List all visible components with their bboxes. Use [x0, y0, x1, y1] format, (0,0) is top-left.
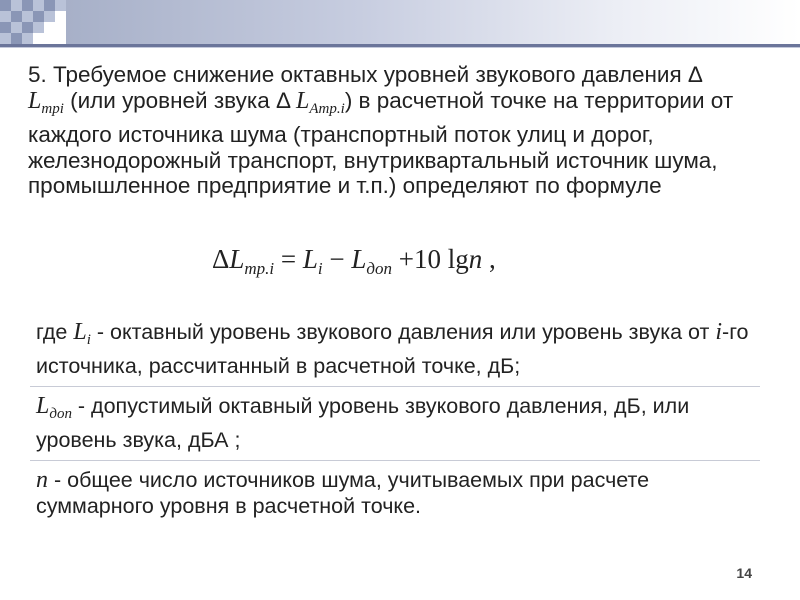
def2-text: - допустимый октавный уровень звукового давления, дБ, или уровень звука, дБА ; [36, 394, 690, 452]
main-formula [212, 244, 496, 279]
def1-text-rest: -го источника, рассчитанный в расчетной точке, дБ; [36, 320, 749, 378]
decorative-checker-pattern [0, 0, 66, 44]
def3-symbol: n [36, 467, 48, 493]
formula-L: L [229, 244, 245, 274]
symbol-L-2: L [296, 87, 310, 114]
formula-plus-log: +10 lg [392, 244, 469, 274]
def1-prefix: где [36, 320, 74, 344]
formula-comma: , [482, 244, 496, 274]
page-number: 14 [736, 565, 752, 581]
formula-delta: Δ [212, 244, 230, 274]
formula-equals: = [274, 244, 303, 274]
definition-separator [30, 460, 760, 461]
formula-minus: − [322, 244, 352, 274]
def1-symbol: L [73, 319, 87, 345]
header-gradient-bar [66, 0, 800, 44]
symbol-L: L [28, 87, 42, 114]
intro-text-3: ) в расчетной точке на территории от каждого источника шума (транспортный поток улиц и дорог, железнодорожный транспорт, внутриквартальный источник шума, промышленное предприятие и т.п.) определяют по формуле [28, 87, 734, 198]
definition-separator [30, 386, 760, 387]
definitions-list [30, 318, 760, 521]
intro-text-1: 5. Требуемое снижение октавных уровней звукового давления Δ [28, 62, 703, 87]
definition-n [30, 466, 760, 521]
header-divider-thin [0, 47, 800, 48]
definition-Ldop [30, 392, 760, 455]
formula-Ldop: L [351, 244, 367, 274]
subscript-atpi: Атр.i [309, 100, 345, 117]
def1-text: - октавный уровень звукового давления или уровень звука от [90, 320, 716, 344]
subscript-tpi: трi [41, 100, 64, 117]
formula-sub-dop: доп [366, 259, 393, 278]
definition-Li [30, 318, 760, 381]
formula-n: n [468, 244, 483, 274]
def2-subscript: доп [49, 406, 72, 422]
intro-paragraph [28, 62, 780, 199]
def3-text: - общее число источников шума, учитываемых при расчете суммарного уровня в расчетной точке. [36, 468, 650, 518]
formula-Li: L [302, 244, 318, 274]
intro-text-2: (или уровней звука Δ [63, 87, 297, 113]
def2-symbol: L [36, 393, 50, 419]
def1-i: i [715, 319, 723, 345]
def1-subscript: i [86, 332, 91, 348]
formula-sub-i: i [317, 259, 323, 278]
formula-sub-left: тр.i [244, 259, 275, 278]
